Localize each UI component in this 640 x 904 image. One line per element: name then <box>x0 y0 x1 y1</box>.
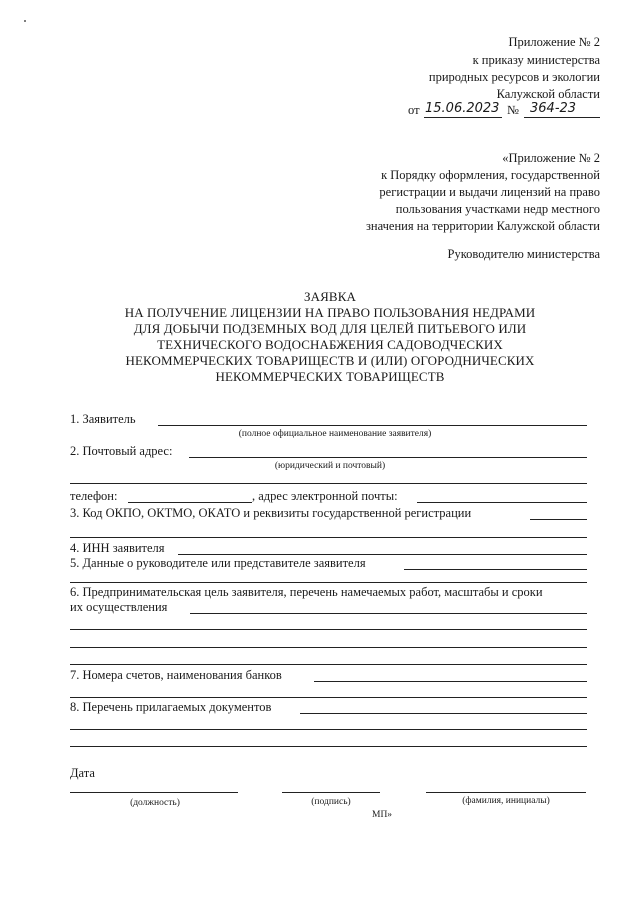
name-field[interactable] <box>426 792 586 793</box>
documents-field-line-3[interactable] <box>70 746 587 747</box>
email-field[interactable] <box>417 502 587 503</box>
codes-field[interactable] <box>530 519 587 520</box>
postal-address-field[interactable] <box>189 457 587 458</box>
appendix-region-line: Калужской области <box>496 87 600 101</box>
purpose-field-line-2[interactable] <box>70 629 587 630</box>
form-title-line-2: НА ПОЛУЧЕНИЕ ЛИЦЕНЗИИ НА ПРАВО ПОЛЬЗОВАНИЯ НЕДРАМИ <box>124 305 536 320</box>
documents-label: 8. Перечень прилагаемых документов <box>70 700 272 714</box>
documents-field[interactable] <box>300 713 587 714</box>
name-hint: (фамилия, инициалы) <box>462 796 550 806</box>
purpose-label-line-2: их осуществления <box>70 600 168 614</box>
appendix2-title: «Приложение № 2 <box>502 151 600 165</box>
scan-speck <box>24 20 26 22</box>
form-title-line-3: ДЛЯ ДОБЫЧИ ПОДЗЕМНЫХ ВОД ДЛЯ ЦЕЛЕЙ ПИТЬЕВОГО ИЛИ <box>133 321 527 336</box>
postal-address-label: 2. Почтовый адрес: <box>70 444 173 458</box>
position-hint: (должность) <box>130 798 180 808</box>
stamp-note: МП» <box>372 810 393 820</box>
appendix-date-value: 15.06.2023 <box>425 101 500 116</box>
form-title: ЗАЯВКА <box>304 289 356 304</box>
head-field-line-2[interactable] <box>70 582 587 583</box>
purpose-field-line-4[interactable] <box>70 664 587 665</box>
form-title-line-6: НЕКОММЕРЧЕСКИХ ТОВАРИЩЕСТВ <box>215 369 445 384</box>
phone-field[interactable] <box>128 502 252 503</box>
appendix2-line-4: пользования участками недр местного <box>395 202 600 216</box>
applicant-label: 1. Заявитель <box>70 412 136 426</box>
purpose-field[interactable] <box>190 613 587 614</box>
signature-hint: (подпись) <box>311 797 351 807</box>
phone-label: телефон: <box>70 489 118 503</box>
date-underline <box>424 117 502 118</box>
documents-field-line-2[interactable] <box>70 729 587 730</box>
form-title-line-5: НЕКОММЕРЧЕСКИХ ТОВАРИЩЕСТВ И (ИЛИ) ОГОРОДНИЧЕСКИХ <box>125 353 535 368</box>
purpose-field-line-3[interactable] <box>70 647 587 648</box>
codes-label: 3. Код ОКПО, ОКТМО, ОКАТО и реквизиты государственной регистрации <box>70 506 472 520</box>
appendix-order-line: к приказу министерства <box>472 53 600 67</box>
form-title-line-4: ТЕХНИЧЕСКОГО ВОДОСНАБЖЕНИЯ САДОВОДЧЕСКИХ <box>157 337 503 352</box>
date-label: Дата <box>70 766 95 780</box>
postal-address-hint: (юридический и почтовый) <box>274 461 386 471</box>
signature-field[interactable] <box>282 792 380 793</box>
appendix-number-value: 364-23 <box>530 101 577 116</box>
applicant-hint: (полное официальное наименование заявителя) <box>238 429 432 439</box>
appendix-title: Приложение № 2 <box>508 35 600 49</box>
head-field[interactable] <box>404 569 587 570</box>
appendix2-line-3: регистрации и выдачи лицензий на право <box>379 185 600 199</box>
appendix-ministry-line: природных ресурсов и экологии <box>428 70 600 84</box>
email-label: , адрес электронной почты: <box>252 489 398 503</box>
postal-address-line-2[interactable] <box>70 483 587 484</box>
accounts-field-line-2[interactable] <box>70 697 587 698</box>
addressee: Руководителю министерства <box>447 247 600 261</box>
number-sign: № <box>507 103 519 117</box>
inn-field[interactable] <box>178 554 587 555</box>
accounts-field[interactable] <box>314 681 587 682</box>
appendix-date-prefix: от <box>408 103 420 117</box>
number-underline <box>524 117 600 118</box>
head-label: 5. Данные о руководителе или представителе заявителя <box>70 556 366 570</box>
accounts-label: 7. Номера счетов, наименования банков <box>70 668 282 682</box>
appendix2-line-2: к Порядку оформления, государственной <box>381 168 600 182</box>
applicant-field[interactable] <box>158 425 587 426</box>
appendix2-line-5: значения на территории Калужской области <box>365 219 600 233</box>
codes-field-line-2[interactable] <box>70 537 587 538</box>
position-field[interactable] <box>70 792 238 793</box>
inn-label: 4. ИНН заявителя <box>70 541 165 555</box>
purpose-label: 6. Предпринимательская цель заявителя, перечень намечаемых работ, масштабы и сроки <box>70 585 543 599</box>
